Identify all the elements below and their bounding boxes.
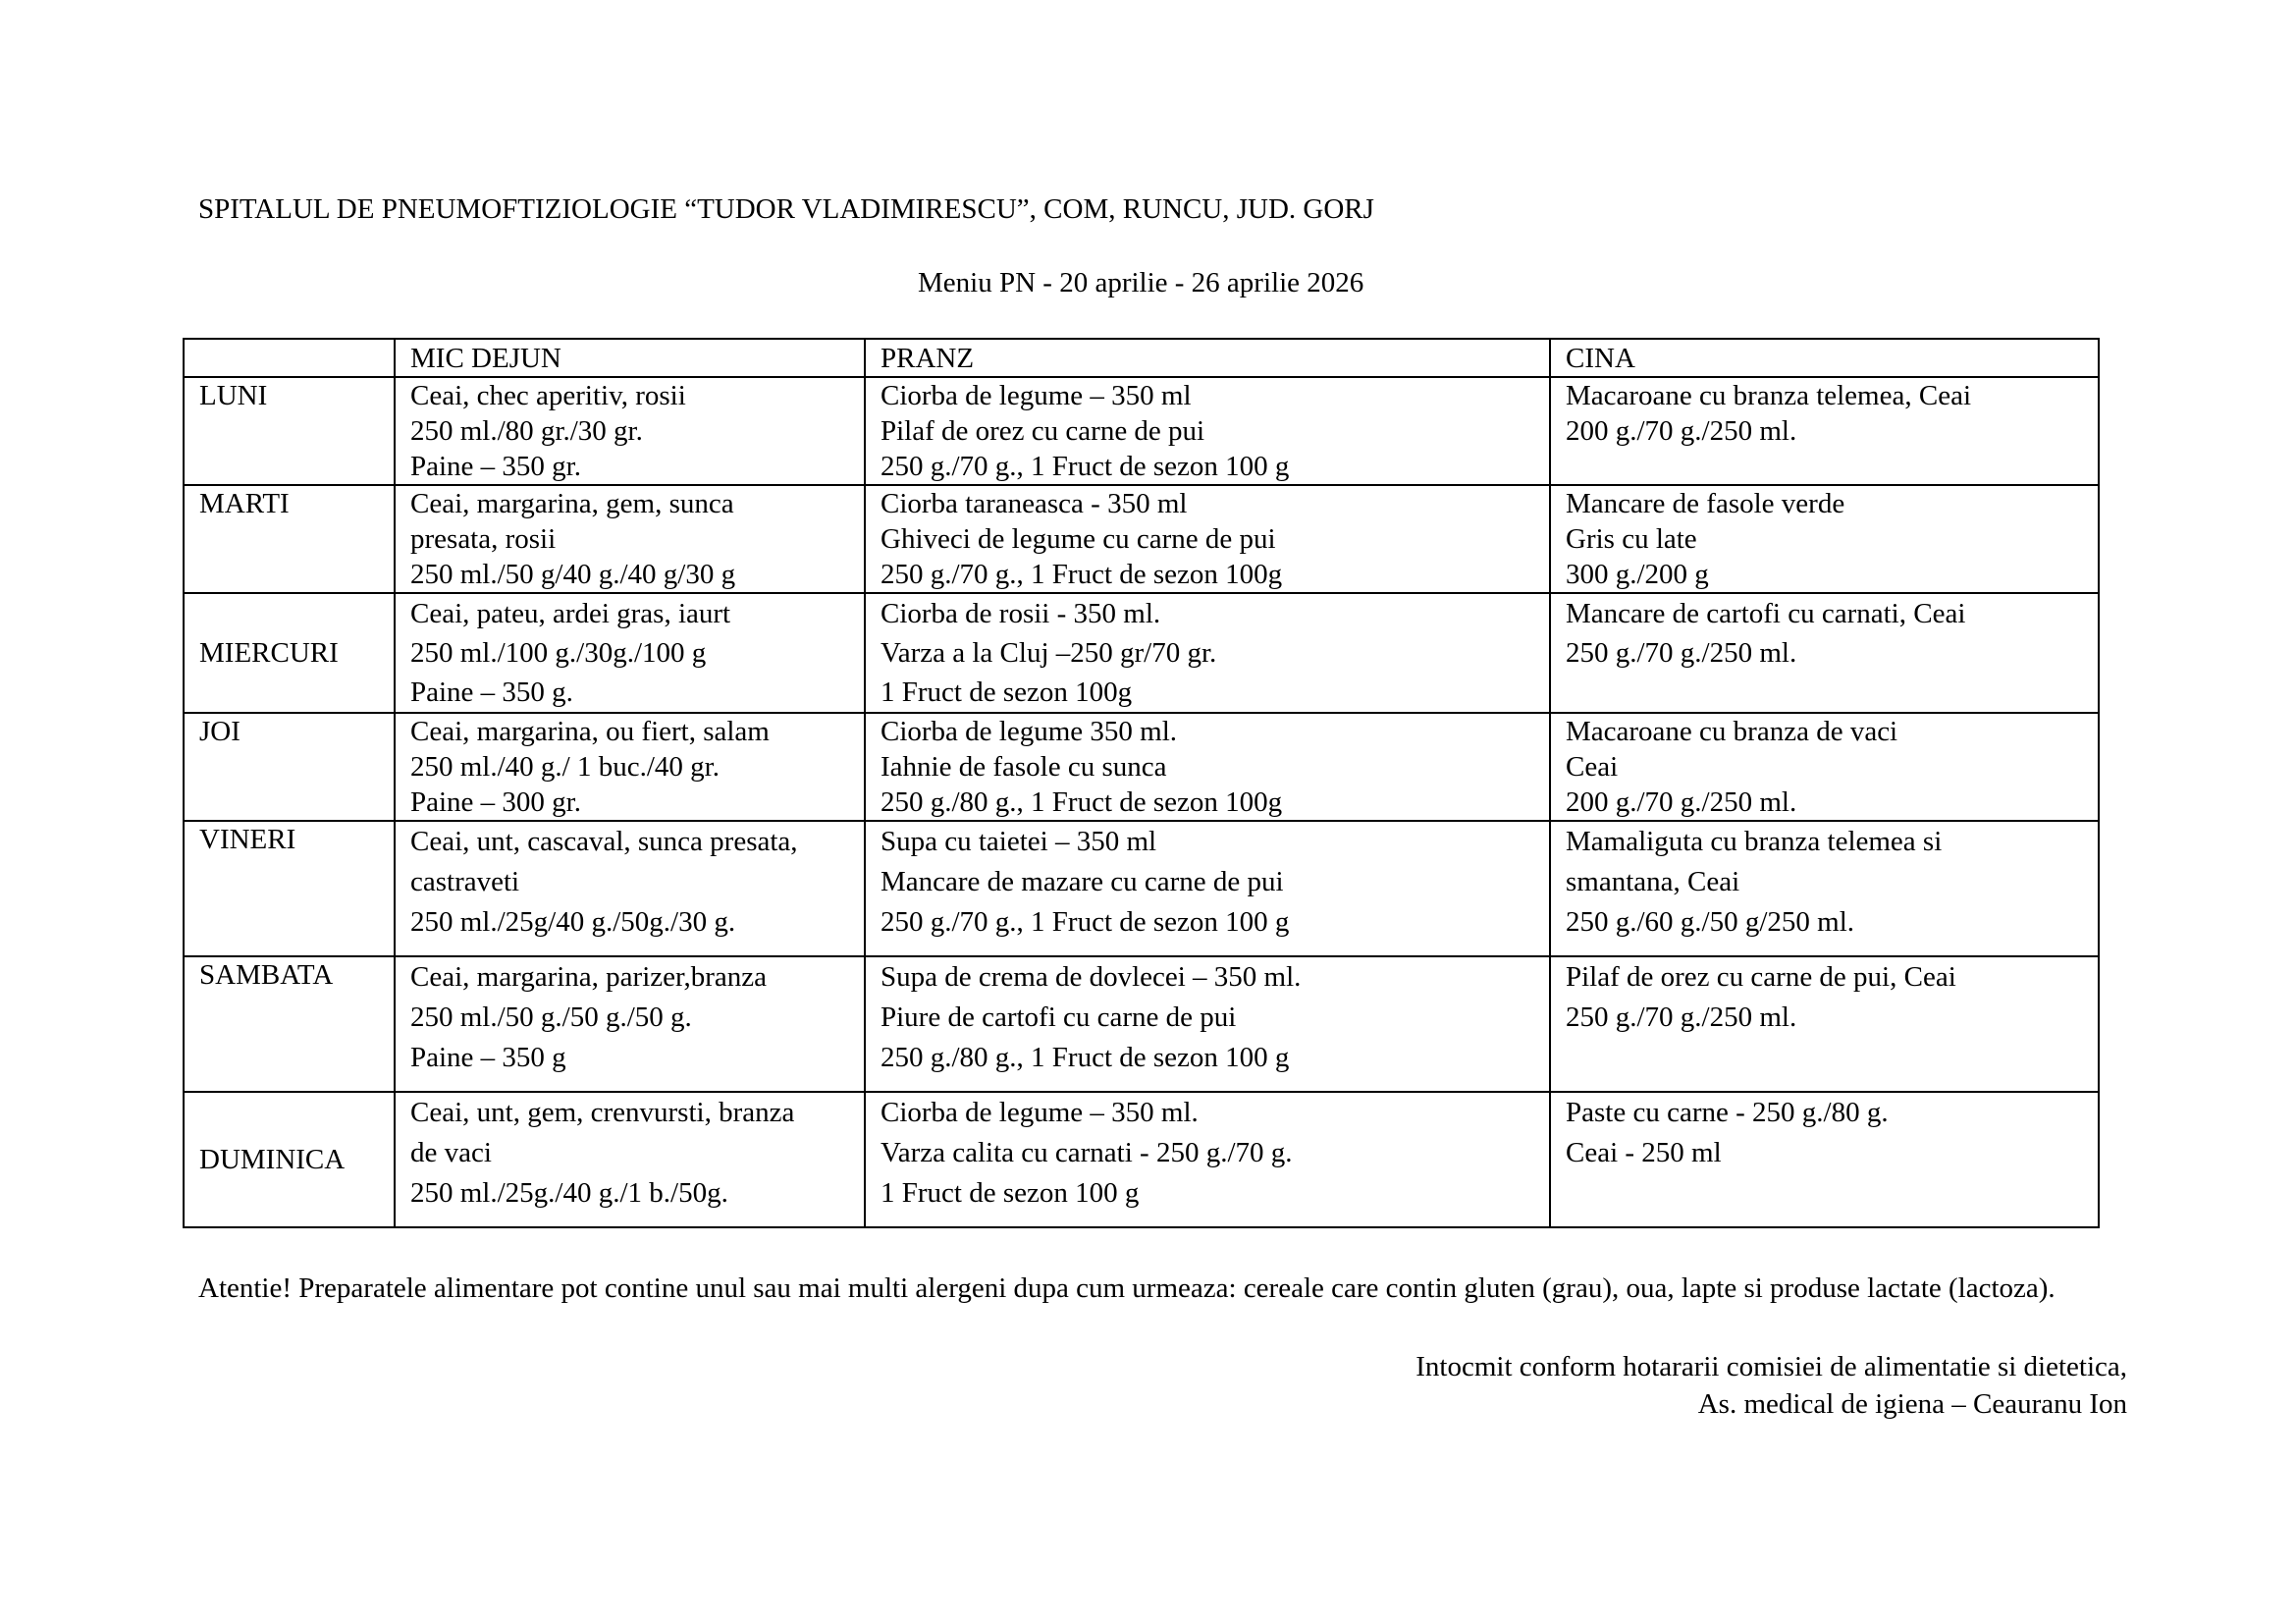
day-cell: SAMBATA xyxy=(184,956,395,1092)
signature-line-1: Intocmit conform hotararii comisiei de alimentatie si dietetica, xyxy=(1415,1351,2127,1382)
cina-cell xyxy=(1550,593,2099,713)
pranz-cell xyxy=(865,956,1550,1092)
menu-line: Ceai, margarina, parizer,branza xyxy=(410,961,768,993)
table-row xyxy=(184,956,2099,1092)
pranz-cell xyxy=(865,713,1550,821)
day-cell: MARTI xyxy=(184,485,395,593)
cina-cell xyxy=(1550,821,2099,956)
menu-line: 250 g./70 g., 1 Fruct de sezon 100g xyxy=(881,559,1283,590)
signature-line-2: As. medical de igiena – Ceauranu Ion xyxy=(1697,1388,2127,1420)
pranz-cell xyxy=(865,485,1550,593)
cina-cell xyxy=(1550,713,2099,821)
allergen-note: Atentie! Preparatele alimentare pot contine unul sau mai multi alergeni dupa cum urmeaza: cereale care contin gluten (grau), oua, lapte si produse lactate (lactoza). xyxy=(198,1272,2056,1304)
menu-line: 250 ml./50 g/40 g./40 g/30 g xyxy=(410,559,736,590)
menu-line: Ciorba de legume – 350 ml xyxy=(881,380,1192,411)
menu-line: Paste cu carne - 250 g./80 g. xyxy=(1566,1097,1889,1128)
pranz-cell xyxy=(865,593,1550,713)
signature-block xyxy=(1415,1348,2127,1423)
menu-line: 250 g./80 g., 1 Fruct de sezon 100 g xyxy=(881,1042,1290,1073)
menu-line: Paine – 350 gr. xyxy=(410,451,581,482)
menu-line: Ceai xyxy=(1566,751,1619,783)
cina-cell xyxy=(1550,1092,2099,1227)
menu-line: 250 ml./100 g./30g./100 g xyxy=(410,637,707,669)
menu-line: Varza a la Cluj –250 gr/70 gr. xyxy=(881,637,1217,669)
menu-line: de vaci xyxy=(410,1137,492,1168)
table-header-row xyxy=(184,339,2099,377)
menu-line: Iahnie de fasole cu sunca xyxy=(881,751,1167,783)
pranz-cell xyxy=(865,821,1550,956)
menu-line: Paine – 350 g. xyxy=(410,677,573,708)
menu-line: Ceai, pateu, ardei gras, iaurt xyxy=(410,598,731,629)
column-header-cina: CINA xyxy=(1550,339,2099,377)
menu-line: Mancare de mazare cu carne de pui xyxy=(881,866,1284,897)
menu-table xyxy=(183,338,2100,1228)
menu-line: Piure de cartofi cu carne de pui xyxy=(881,1001,1237,1033)
menu-line: Mamaliguta cu branza telemea si xyxy=(1566,826,1943,857)
menu-line: Ceai, margarina, gem, sunca xyxy=(410,488,734,519)
cina-cell xyxy=(1550,377,2099,485)
menu-line: Macaroane cu branza de vaci xyxy=(1566,716,1898,747)
menu-line: Paine – 350 g xyxy=(410,1042,566,1073)
menu-line: Ceai, unt, gem, crenvursti, branza xyxy=(410,1097,795,1128)
menu-line: Varza calita cu carnati - 250 g./70 g. xyxy=(881,1137,1293,1168)
cina-cell xyxy=(1550,485,2099,593)
menu-line: Gris cu late xyxy=(1566,523,1697,555)
menu-line: Ghiveci de legume cu carne de pui xyxy=(881,523,1276,555)
menu-title: Meniu PN - 20 aprilie - 26 aprilie 2026 xyxy=(918,267,1364,298)
menu-line: Ciorba taraneasca - 350 ml xyxy=(881,488,1188,519)
menu-line: Mancare de fasole verde xyxy=(1566,488,1845,519)
day-cell: LUNI xyxy=(184,377,395,485)
day-cell: JOI xyxy=(184,713,395,821)
mic-dejun-cell xyxy=(395,593,865,713)
mic-dejun-cell xyxy=(395,377,865,485)
menu-line: Pilaf de orez cu carne de pui, Ceai xyxy=(1566,961,1956,993)
menu-line: Supa cu taietei – 350 ml xyxy=(881,826,1157,857)
menu-line: Ciorba de legume 350 ml. xyxy=(881,716,1178,747)
menu-line: Ceai - 250 ml xyxy=(1566,1137,1722,1168)
day-cell: VINERI xyxy=(184,821,395,956)
mic-dejun-cell xyxy=(395,821,865,956)
table-row xyxy=(184,713,2099,821)
institution-header: SPITALUL DE PNEUMOFTIZIOLOGIE “TUDOR VLADIMIRESCU”, COM, RUNCU, JUD. GORJ xyxy=(198,193,1374,225)
menu-line: Ciorba de legume – 350 ml. xyxy=(881,1097,1199,1128)
column-header-day xyxy=(184,339,395,377)
day-cell: DUMINICA xyxy=(184,1092,395,1227)
menu-line: 250 ml./50 g./50 g./50 g. xyxy=(410,1001,692,1033)
menu-line: Paine – 300 gr. xyxy=(410,786,581,818)
menu-line: 250 g./70 g., 1 Fruct de sezon 100 g xyxy=(881,451,1290,482)
menu-line: smantana, Ceai xyxy=(1566,866,1740,897)
menu-line: 250 g./70 g., 1 Fruct de sezon 100 g xyxy=(881,906,1290,938)
day-cell: MIERCURI xyxy=(184,593,395,713)
menu-line: Pilaf de orez cu carne de pui xyxy=(881,415,1205,447)
menu-line: 250 g./70 g./250 ml. xyxy=(1566,637,1797,669)
table-row xyxy=(184,1092,2099,1227)
menu-line: 250 ml./80 gr./30 gr. xyxy=(410,415,643,447)
table-row xyxy=(184,821,2099,956)
cina-cell xyxy=(1550,956,2099,1092)
menu-line: Mancare de cartofi cu carnati, Ceai xyxy=(1566,598,1966,629)
menu-line: Ciorba de rosii - 350 ml. xyxy=(881,598,1161,629)
menu-line: 300 g./200 g xyxy=(1566,559,1709,590)
pranz-cell xyxy=(865,377,1550,485)
menu-line: presata, rosii xyxy=(410,523,557,555)
mic-dejun-cell xyxy=(395,713,865,821)
menu-line: Ceai, margarina, ou fiert, salam xyxy=(410,716,770,747)
menu-line: 250 g./70 g./250 ml. xyxy=(1566,1001,1797,1033)
mic-dejun-cell xyxy=(395,485,865,593)
column-header-pranz: PRANZ xyxy=(865,339,1550,377)
menu-line: Ceai, chec aperitiv, rosii xyxy=(410,380,686,411)
menu-line: 1 Fruct de sezon 100g xyxy=(881,677,1133,708)
table-row xyxy=(184,593,2099,713)
mic-dejun-cell xyxy=(395,1092,865,1227)
mic-dejun-cell xyxy=(395,956,865,1092)
menu-line: 250 ml./25g./40 g./1 b./50g. xyxy=(410,1177,728,1209)
menu-line: 250 ml./40 g./ 1 buc./40 gr. xyxy=(410,751,720,783)
menu-line: Ceai, unt, cascaval, sunca presata, xyxy=(410,826,798,857)
menu-line: 250 g./60 g./50 g/250 ml. xyxy=(1566,906,1855,938)
menu-line: Supa de crema de dovlecei – 350 ml. xyxy=(881,961,1302,993)
menu-line: 250 ml./25g/40 g./50g./30 g. xyxy=(410,906,736,938)
pranz-cell xyxy=(865,1092,1550,1227)
menu-line: Macaroane cu branza telemea, Ceai xyxy=(1566,380,1971,411)
table-row xyxy=(184,377,2099,485)
menu-line: 200 g./70 g./250 ml. xyxy=(1566,415,1797,447)
menu-line: 1 Fruct de sezon 100 g xyxy=(881,1177,1140,1209)
column-header-mic-dejun: MIC DEJUN xyxy=(395,339,865,377)
menu-line: castraveti xyxy=(410,866,520,897)
menu-line: 250 g./80 g., 1 Fruct de sezon 100g xyxy=(881,786,1283,818)
table-row xyxy=(184,485,2099,593)
menu-line: 200 g./70 g./250 ml. xyxy=(1566,786,1797,818)
